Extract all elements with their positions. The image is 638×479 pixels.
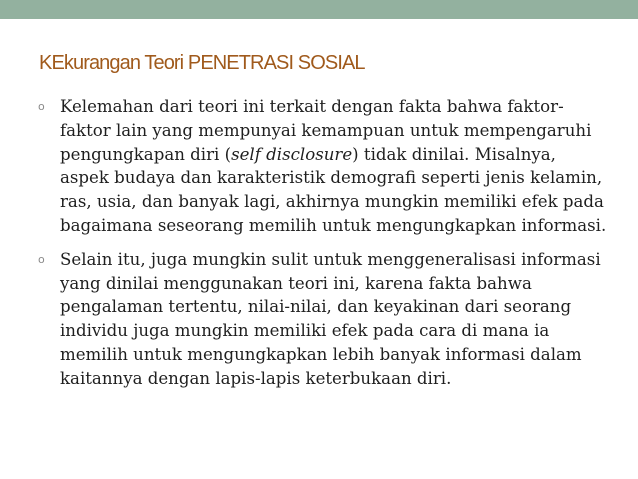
bullet-text-after: ) tidak dinilai. Misalnya, aspek budaya dan karakteristik demografi seperti jenis kelamin, ras, usia, dan banyak lagi, akhirnya mungkin memiliki efek pada bagaimana seseorang memilih untuk mengungkapkan informasi. [60,144,607,235]
bullet-text: Selain itu, juga mungkin sulit untuk menggeneralisasi informasi yang dinilai menggunakan teori ini, karena fakta bahwa pengalaman tertentu, nilai-nilai, dan keyakinan dari seorang individu juga mungkin memiliki efek pada cara di mana ia memilih untuk mengungkapkan lebih banyak informasi dalam kaitannya dengan lapis-lapis keterbukaan diri. [60,249,601,388]
bullet-item [38,95,608,238]
top-accent-bar [0,0,638,19]
bullet-item [38,248,608,391]
bullet-text-emphasis: self disclosure [231,144,353,164]
bullet-marker-icon: o [38,252,45,266]
bullet-marker-icon: o [38,100,45,113]
bullet-text-before: Kelemahan dari teori ini terkait dengan fakta bahwa faktor-faktor lain yang mempunyai kemampuan untuk mempengaruhi pengungkapan diri ( [60,97,592,164]
bullet-list [38,95,608,401]
slide-title: KEkurangan Teori PENETRASI SOSIAL [39,52,365,74]
